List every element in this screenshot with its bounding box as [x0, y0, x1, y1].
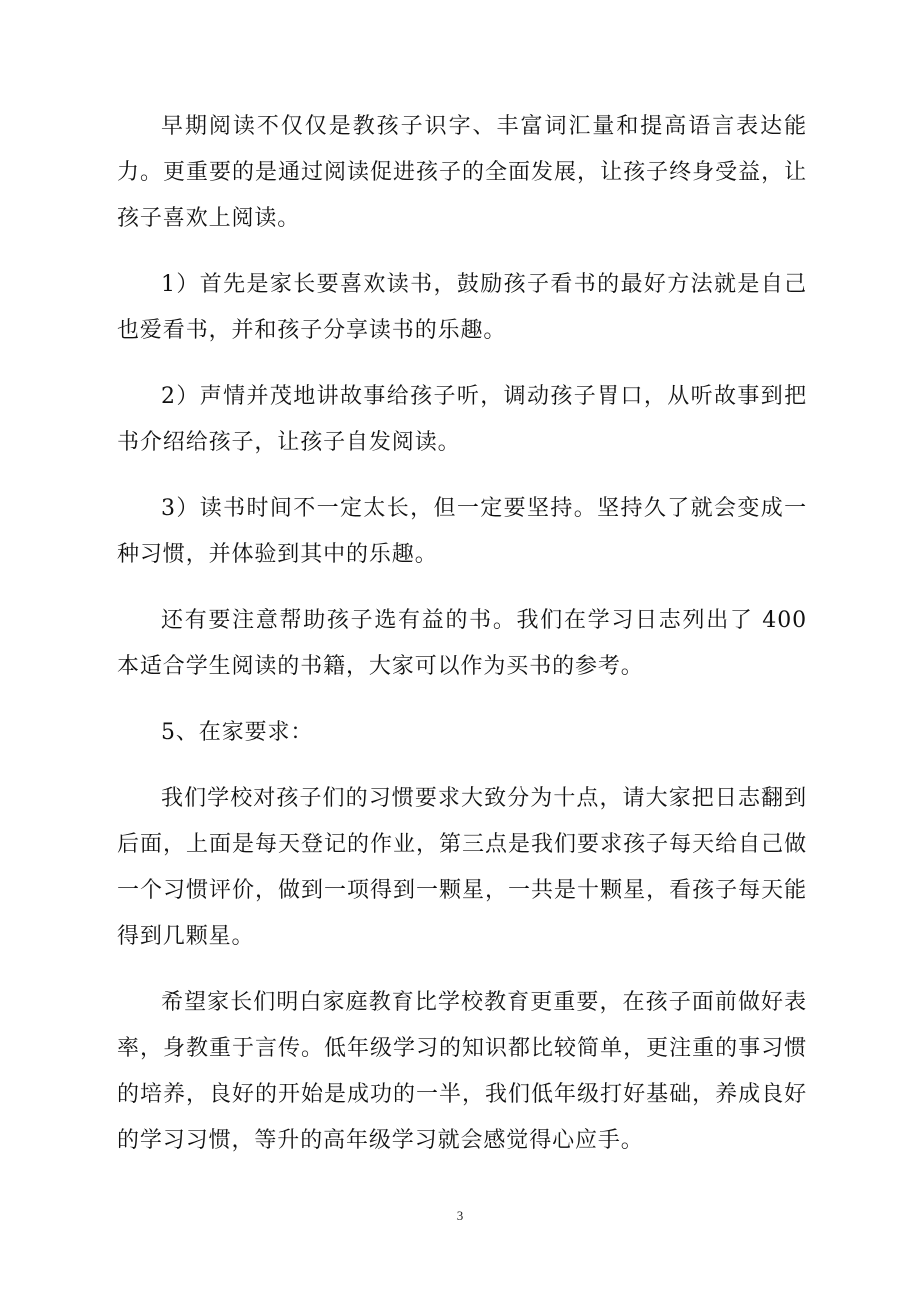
document-body: [117, 104, 807, 1164]
paragraph-point-2: 2）声情并茂地讲故事给孩子听，调动孩子胃口，从听故事到把书介绍给孩子，让孩子自发阅读。: [117, 384, 807, 455]
paragraph-point-3: 3）读书时间不一定太长，但一定要坚持。坚持久了就会变成一种习惯，并体验到其中的乐趣。: [117, 496, 807, 567]
paragraph-point-1: 1）首先是家长要喜欢读书，鼓励孩子看书的最好方法就是自己也爱看书，并和孩子分享读书的乐趣。: [117, 272, 807, 343]
paragraph-family-education: 希望家长们明白家庭教育比学校教育更重要，在孩子面前做好表率，身教重于言传。低年级学习的知识都比较简单，更注重的事习惯的培养，良好的开始是成功的一半，我们低年级打好基础，养成良好的学习习惯，等升的高年级学习就会感觉得心应手。: [117, 990, 807, 1153]
paragraph-book-selection: 还有要注意帮助孩子选有益的书。我们在学习日志列出了 400 本适合学生阅读的书籍，大家可以作为买书的参考。: [117, 608, 807, 679]
paragraph-early-reading: 早期阅读不仅仅是教孩子识字、丰富词汇量和提高语言表达能力。更重要的是通过阅读促进孩子的全面发展，让孩子终身受益，让孩子喜欢上阅读。: [117, 114, 807, 231]
page-number: 3: [456, 1208, 464, 1223]
paragraph-habit-requirements: 我们学校对孩子们的习惯要求大致分为十点，请大家把日志翻到后面，上面是每天登记的作业，第三点是我们要求孩子每天给自己做一个习惯评价，做到一项得到一颗星，一共是十颗星，看孩子每天能得到几颗星。: [117, 786, 807, 949]
section-heading-home-requirements: 5、在家要求：: [161, 720, 314, 745]
